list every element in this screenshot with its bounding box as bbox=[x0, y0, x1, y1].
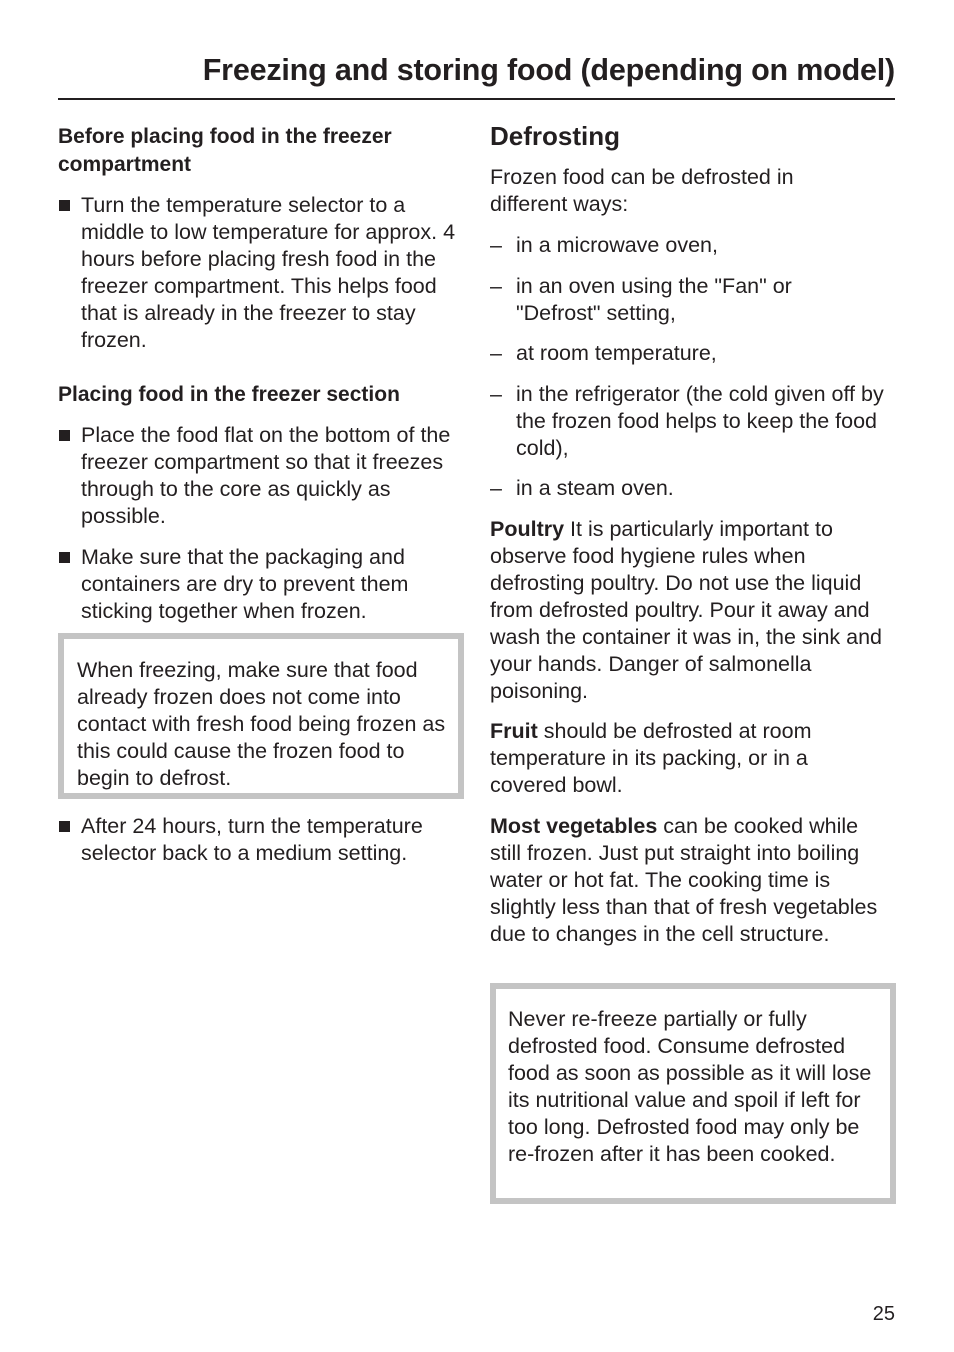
list-item-text: in the refrigerator (the cold given off by the frozen food helps to keep the food cold), bbox=[516, 382, 884, 460]
page-title: Freezing and storing food (depending on model) bbox=[202, 53, 895, 87]
square-bullet-icon bbox=[59, 552, 70, 563]
list-item-text: in an oven using the "Fan" or "Defrost" setting, bbox=[516, 274, 792, 325]
dash-bullet-icon: – bbox=[490, 476, 502, 500]
page-number: 25 bbox=[872, 1303, 895, 1325]
vegetables-text: can be cooked while still frozen. Just put straight into boiling water or hot fat. The cooking time is slightly less than that of fresh vegetables due to changes in the cell structure. bbox=[490, 814, 878, 946]
square-bullet-icon bbox=[59, 430, 70, 441]
list-item-text: After 24 hours, turn the temperature selector back to a medium setting. bbox=[81, 814, 423, 865]
fruit-paragraph bbox=[490, 718, 855, 799]
defrosting-intro: Frozen food can be defrosted in different ways: bbox=[490, 165, 794, 216]
vegetables-paragraph bbox=[490, 813, 892, 948]
dash-bullet-icon: – bbox=[490, 233, 502, 257]
poultry-label: Poultry bbox=[490, 517, 565, 541]
section-heading-defrosting: Defrosting bbox=[490, 121, 620, 151]
list-item-text: in a steam oven. bbox=[516, 476, 674, 500]
list-item-text: at room temperature, bbox=[516, 341, 717, 365]
freezing-warning-box bbox=[58, 633, 464, 799]
vegetables-label: Most vegetables bbox=[490, 814, 658, 838]
title-divider bbox=[58, 98, 895, 100]
fruit-label: Fruit bbox=[490, 719, 538, 743]
warning-text: When freezing, make sure that food already frozen does not come into contact with fresh food being frozen as this could cause the frozen food to begin to defrost. bbox=[77, 658, 446, 790]
section-heading-before-placing: Before placing food in the freezer compartment bbox=[58, 125, 392, 176]
square-bullet-icon bbox=[59, 200, 70, 211]
fruit-text: should be defrosted at room temperature in its packing, or in a covered bowl. bbox=[490, 719, 812, 797]
list-item-text: in a microwave oven, bbox=[516, 233, 718, 257]
list-item-text: Place the food flat on the bottom of the freezer compartment so that it freezes through to the core as quickly as possible. bbox=[81, 423, 451, 528]
dash-bullet-icon: – bbox=[490, 274, 502, 298]
warning-text: Never re-freeze partially or fully defrosted food. Consume defrosted food as soon as possible as it will lose its nutritional value and spoil if left for too long. Defrosted food may only be re-frozen after it has been cooked. bbox=[508, 1007, 872, 1166]
refreeze-warning-box bbox=[490, 983, 896, 1204]
square-bullet-icon bbox=[59, 821, 70, 832]
section-heading-placing-food: Placing food in the freezer section bbox=[58, 383, 400, 406]
list-item-text: Turn the temperature selector to a middle to low temperature for approx. 4 hours before placing fresh food in the freezer compartment. This helps food that is already in the freezer to stay frozen. bbox=[81, 193, 456, 352]
dash-bullet-icon: – bbox=[490, 382, 502, 406]
dash-bullet-icon: – bbox=[490, 341, 502, 365]
list-item-text: Make sure that the packaging and containers are dry to prevent them sticking together when frozen. bbox=[81, 545, 409, 623]
poultry-paragraph bbox=[490, 516, 900, 705]
poultry-text: It is particularly important to observe food hygiene rules when defrosting poultry. Do not use the liquid from defrosted poultry. Pour it away and wash the container it was in, the sink and your hands. Danger of salmonella poisoning. bbox=[490, 517, 882, 703]
